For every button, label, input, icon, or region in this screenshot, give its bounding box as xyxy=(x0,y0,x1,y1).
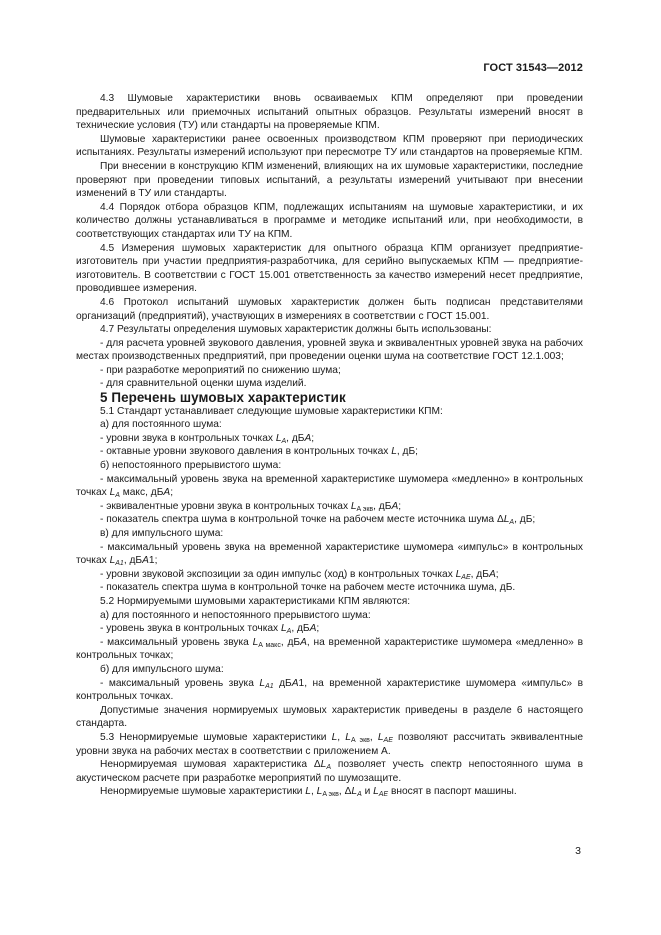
list-item: - уровни звуковой экспозиции за один импульс (ход) в контрольных точках $L_{AE}$, дБА; xyxy=(100,568,499,581)
list-item: в) для импульсного шума: xyxy=(100,528,224,539)
list-item: а) для постоянного шума: xyxy=(100,419,222,431)
list-item: б) для импульсного шума: xyxy=(100,663,224,675)
paragraph: Допустимые значения нормируемых шумовых характеристик приведены в разделе 6 настоящего стандарта. xyxy=(76,704,583,730)
paragraph-5-2: 5.2 Нормируемыми шумовыми характеристиками КПМ являются: xyxy=(100,595,411,607)
list-item: - для расчета уровней звукового давления, уровней звука и эквивалентных уровней звука на рабочих местах производственных предприятий, при проведении оценки шума на соответствие ГОСТ 12.1.003; xyxy=(76,337,583,363)
list-item: а) для постоянного и непостоянного прерывистого шума: xyxy=(100,609,371,621)
list-item: - максимальный уровень звука $L_{A макс}$, дБА, на временной характеристике шумомера «медленно» в контрольных точках; xyxy=(76,636,584,662)
page-body xyxy=(76,92,583,799)
list-item: - максимальный уровень звука на временной характеристике шумомера «импульс» в контрольных точках $L_{A1}$, дБА1; xyxy=(76,541,583,568)
list-item: - максимальный уровень звука $L_{A1}$ дБА1, на временной характеристике шумомера «импульс» в контрольных точках. xyxy=(76,677,583,703)
list-item: б) непостоянного прерывистого шума: xyxy=(100,460,282,472)
list-item: - показатель спектра шума в контрольной точке на рабочем месте источника шума $\Delta L_A$, дБ; xyxy=(100,514,536,527)
paragraph: Ненормируемые шумовые характеристики L, $L_{A экв}$, $\Delta L_A$ и $L_{AE}$ вносят в паспорт машины. xyxy=(100,786,517,799)
paragraph: При внесении в конструкцию КПМ изменений, влияющих на их шумовые характеристики, последние проверяют при проведении типовых испытаний, а результаты измерений учитывают при внесении изменений в ТУ или стандарты. xyxy=(76,160,583,200)
paragraph-5-1: 5.1 Стандарт устанавливает следующие шумовые характеристики КПМ: xyxy=(100,405,443,417)
list-item: - для сравнительной оценки шума изделий. xyxy=(100,378,307,390)
paragraph: Ненормируемая шумовая характеристика $\Delta L_A$ позволяет учесть спектр непостоянного шума в акустическом расчете при разработке мероприятий по шумозащите. xyxy=(76,759,583,784)
paragraph-4-4: 4.4 Порядок отбора образцов КПМ, подлежащих испытаниям на шумовые характеристики, и их количество должны устанавливаться в программе и методике испытаний или, при необходимости, в соответствующих стандартах или ТУ на КПМ. xyxy=(76,201,583,240)
paragraph-4-6: 4.6 Протокол испытаний шумовых характеристик должен быть подписан представителями организаций (предприятий), участвующих в измерениях в соответствии с ГОСТ 15.001. xyxy=(76,296,583,322)
list-item: - эквивалентные уровни звука в контрольных точках $L_{A экв}$, дБА; xyxy=(100,500,402,513)
list-item: - максимальный уровень звука на временной характеристике шумомера «медленно» в контрольных точках $L_A$ макс, дБА; xyxy=(76,473,583,500)
list-item: - показатель спектра шума в контрольной точке на рабочем месте источника шума, дБ. xyxy=(100,582,516,594)
paragraph-4-3: 4.3 Шумовые характеристики вновь осваиваемых КПМ определяют при проведении предварительных или приемочных испытаний опытных образцов. Результаты измерений вносят в технические условия (ТУ) или стандарты на проверяемые КПМ. xyxy=(76,93,583,132)
standard-header: ГОСТ 31543—2012 xyxy=(483,62,583,74)
page-number: 3 xyxy=(575,845,581,857)
list-item: - при разработке мероприятий по снижению шума; xyxy=(100,364,341,376)
paragraph-4-7: 4.7 Результаты определения шумовых характеристик должны быть использованы: xyxy=(100,324,492,336)
paragraph-4-5: 4.5 Измерения шумовых характеристик для опытного образца КПМ организует предприятие-изготовитель при участии предприятия-разработчика, для серийно выпускаемых КПМ — предприятие-изготовитель. В соответствии с ГОСТ 15.001 ответственность за качество измерений несет предприятие, проводившее измерения. xyxy=(76,242,583,295)
list-item: - уровни звука в контрольных точках $L_A$, дБА; xyxy=(100,432,315,445)
paragraph-5-3: 5.3 Ненормируемые шумовые характеристики L, $L_{A экв}$, $L_{AE}$ позволяют рассчитать эквивалентные уровни звука на рабочих местах в соответствии с приложением А. xyxy=(76,731,583,757)
list-item: - уровень звука в контрольных точках $L_A$, дБА; xyxy=(100,623,320,636)
list-item: - октавные уровни звукового давления в контрольных точках L, дБ; xyxy=(100,446,418,458)
paragraph: Шумовые характеристики ранее освоенных производством КПМ проверяют при периодических испытаниях. Результаты измерений используют при пересмотре ТУ или стандартов на проверяемые КПМ. xyxy=(76,133,583,159)
section-5-title: 5 Перечень шумовых характеристик xyxy=(100,390,346,406)
